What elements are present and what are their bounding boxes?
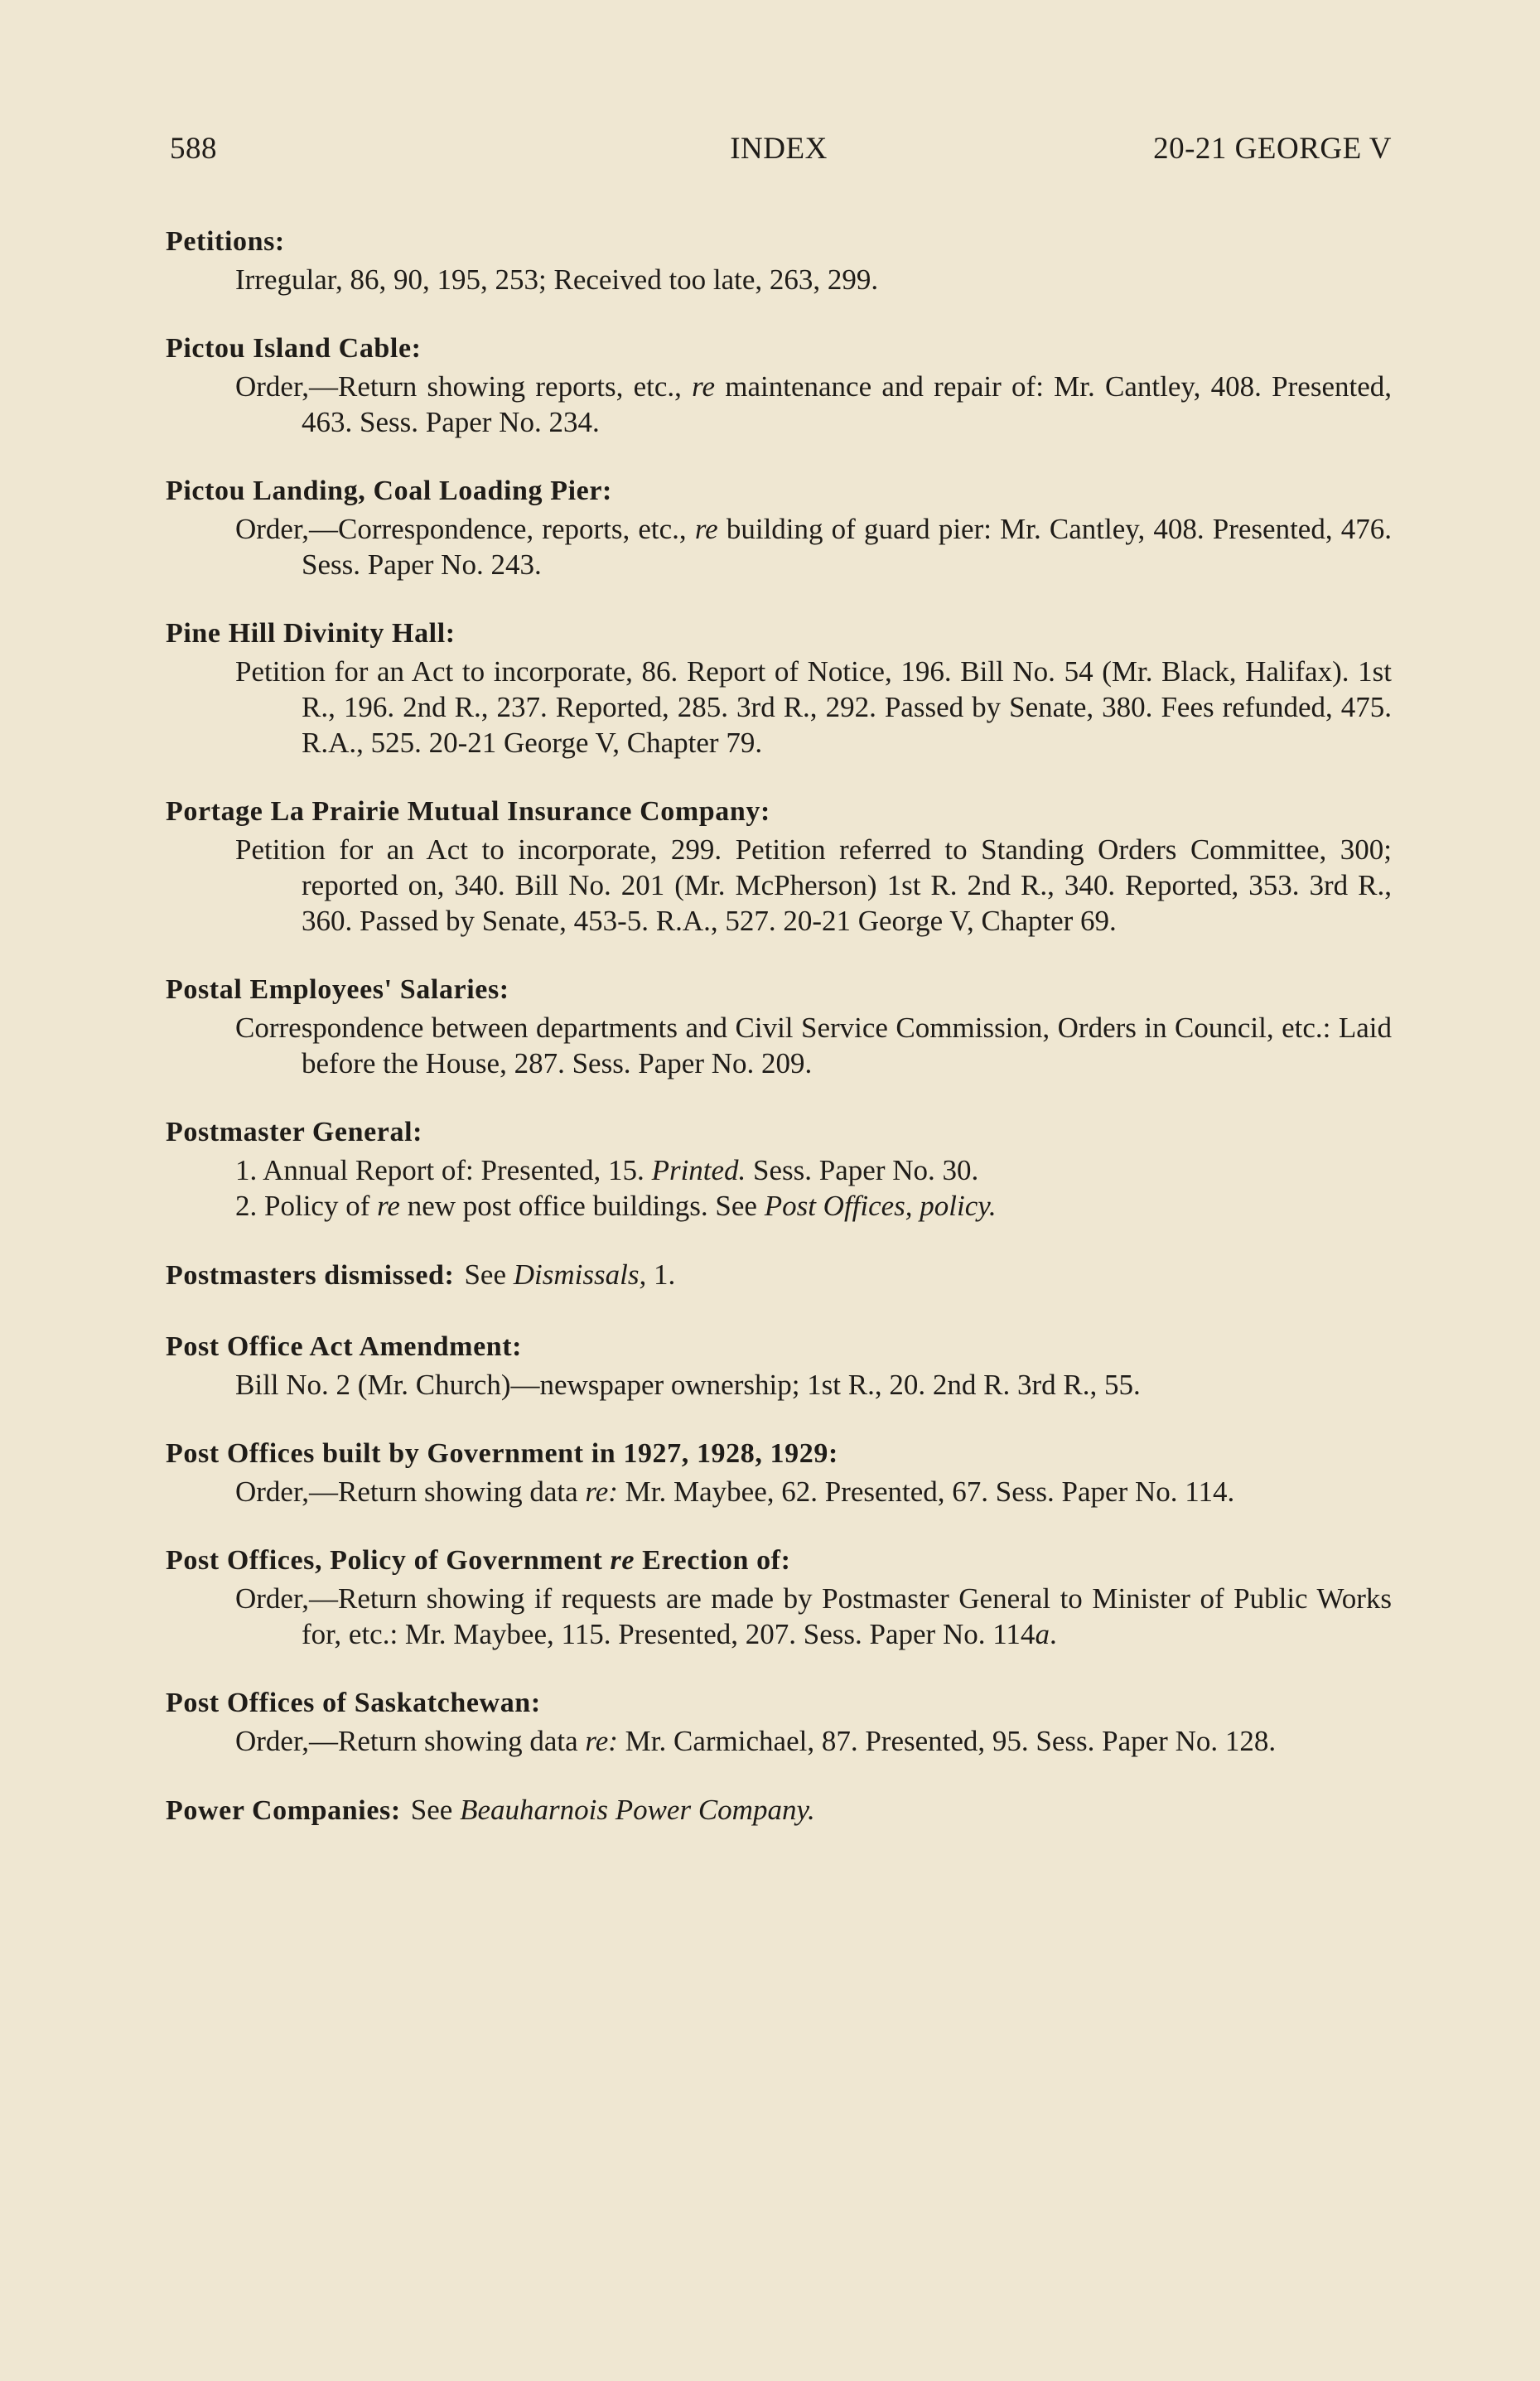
text-run-italic: a	[1035, 1618, 1050, 1650]
index-page	[166, 131, 1392, 1862]
text-run-italic: re	[377, 1190, 400, 1222]
heading-text: Power Companies:	[166, 1795, 401, 1826]
text-run: See	[410, 1794, 461, 1826]
text-run-italic: re	[610, 1545, 635, 1576]
text-run: 2. Policy of	[235, 1190, 378, 1222]
text-run: Order,—Return showing data	[235, 1725, 586, 1757]
text-run-italic: re	[692, 370, 715, 403]
index-entry	[166, 1541, 1392, 1652]
index-entry	[166, 1255, 1392, 1296]
text-run: .	[1049, 1618, 1057, 1650]
text-run: Sess. Paper No. 30.	[746, 1154, 979, 1186]
entry-text: Correspondence between departments and Civil Service Commission, Orders in Council, etc.: Laid before the House, 287. Sess. Paper No. 209.	[235, 1012, 1392, 1079]
index-entry	[166, 1434, 1392, 1509]
index-entry	[166, 471, 1392, 582]
text-run: maintenance and repair of: Mr. Cantley, 408. Presented, 463. Sess. Paper No. 234.	[302, 370, 1392, 438]
text-run-italic: re	[694, 513, 718, 545]
entry-text	[166, 1474, 1392, 1509]
index-entry	[166, 970, 1392, 1081]
cross-reference: Beauharnois Power Company.	[460, 1794, 815, 1826]
text-run: new post office buildings. See	[399, 1190, 765, 1222]
index-entries	[166, 222, 1392, 1831]
entry-heading: Post Office Act Amendment:	[166, 1331, 523, 1362]
index-entry	[166, 1113, 1392, 1224]
index-entry	[166, 1327, 1392, 1403]
text-run: 1.	[646, 1258, 676, 1291]
text-run: Order,—Return showing reports, etc.,	[235, 370, 693, 403]
entry-heading: Portage La Prairie Mutual Insurance Company:	[166, 796, 770, 827]
text-run: See	[464, 1258, 514, 1291]
entry-text: Petition for an Act to incorporate, 86. Report of Notice, 196. Bill No. 54 (Mr. Black, Halifax). 1st R., 196. 2nd R., 237. Reported, 285. 3rd R., 292. Passed by Senate, 380. Fees refunded, 475. R.A., 525. 20-21 George V, Chapter 79.	[235, 655, 1392, 759]
text-run: Erection of:	[635, 1545, 791, 1576]
entry-text	[166, 511, 1392, 582]
entry-subitem	[166, 1188, 1392, 1224]
entry-text	[166, 1581, 1392, 1652]
text-run: Order,—Return showing if requests are made by Postmaster General to Minister of Public Works for, etc.: Mr. Maybee, 115. Presented, 207. Sess. Paper No. 114	[235, 1582, 1392, 1650]
entry-heading	[166, 1790, 1392, 1831]
entry-heading: Post Offices of Saskatchewan:	[166, 1688, 541, 1718]
entry-heading: Petitions:	[166, 226, 285, 257]
index-entry	[166, 222, 1392, 297]
entry-heading: Pictou Landing, Coal Loading Pier:	[166, 476, 612, 506]
text-run: building of guard pier: Mr. Cantley, 408. Presented, 476. Sess. Paper No. 243.	[302, 513, 1392, 581]
entry-text: Bill No. 2 (Mr. Church)—newspaper ownership; 1st R., 20. 2nd R. 3rd R., 55.	[235, 1369, 1141, 1401]
see-reference	[411, 1794, 815, 1826]
index-entry	[166, 1790, 1392, 1831]
running-head	[166, 131, 1392, 181]
entry-heading: Post Offices built by Government in 1927, 1928, 1929:	[166, 1438, 838, 1469]
entry-text: Irregular, 86, 90, 195, 253; Received too late, 263, 299.	[235, 263, 879, 296]
index-entry	[166, 792, 1392, 939]
text-run: Mr. Carmichael, 87. Presented, 95. Sess. Paper No. 128.	[617, 1725, 1277, 1757]
page-title: INDEX	[730, 132, 828, 166]
cross-reference: Post Offices, policy.	[764, 1190, 997, 1222]
cross-reference: Dismissals,	[513, 1258, 647, 1291]
text-run: Order,—Return showing data	[235, 1475, 586, 1508]
entry-heading: Pictou Island Cable:	[166, 333, 422, 364]
running-title: 20-21 GEORGE V	[1153, 132, 1392, 166]
index-entry	[166, 329, 1392, 440]
entry-heading	[166, 1255, 1392, 1296]
page-number: 588	[170, 132, 217, 166]
index-entry	[166, 1683, 1392, 1759]
heading-text: Postmasters dismissed:	[166, 1260, 455, 1291]
entry-heading: Postal Employees' Salaries:	[166, 974, 509, 1005]
entry-subitem	[166, 1152, 1392, 1188]
entry-heading: Pine Hill Divinity Hall:	[166, 618, 456, 649]
entry-text: Petition for an Act to incorporate, 299. Petition referred to Standing Orders Committee, 300; reported on, 340. Bill No. 201 (Mr. McPherson) 1st R. 2nd R., 340. Reported, 353. 3rd R., 360. Passed by Senate, 453-5. R.A., 527. 20-21 George V, Chapter 69.	[235, 833, 1392, 937]
text-run: Mr. Maybee, 62. Presented, 67. Sess. Paper No. 114.	[617, 1475, 1235, 1508]
text-run: 1. Annual Report of: Presented, 15.	[235, 1154, 652, 1186]
text-run: Order,—Correspondence, reports, etc.,	[235, 513, 695, 545]
text-run-italic: re:	[585, 1475, 618, 1508]
entry-heading	[166, 1541, 1392, 1581]
entry-heading: Postmaster General:	[166, 1117, 423, 1147]
index-entry	[166, 614, 1392, 761]
see-reference	[464, 1258, 675, 1291]
entry-text	[166, 1723, 1392, 1759]
text-run-italic: re:	[585, 1725, 618, 1757]
text-run-italic: Printed.	[651, 1154, 746, 1186]
text-run: Post Offices, Policy of Government	[166, 1545, 611, 1576]
entry-text	[166, 369, 1392, 440]
